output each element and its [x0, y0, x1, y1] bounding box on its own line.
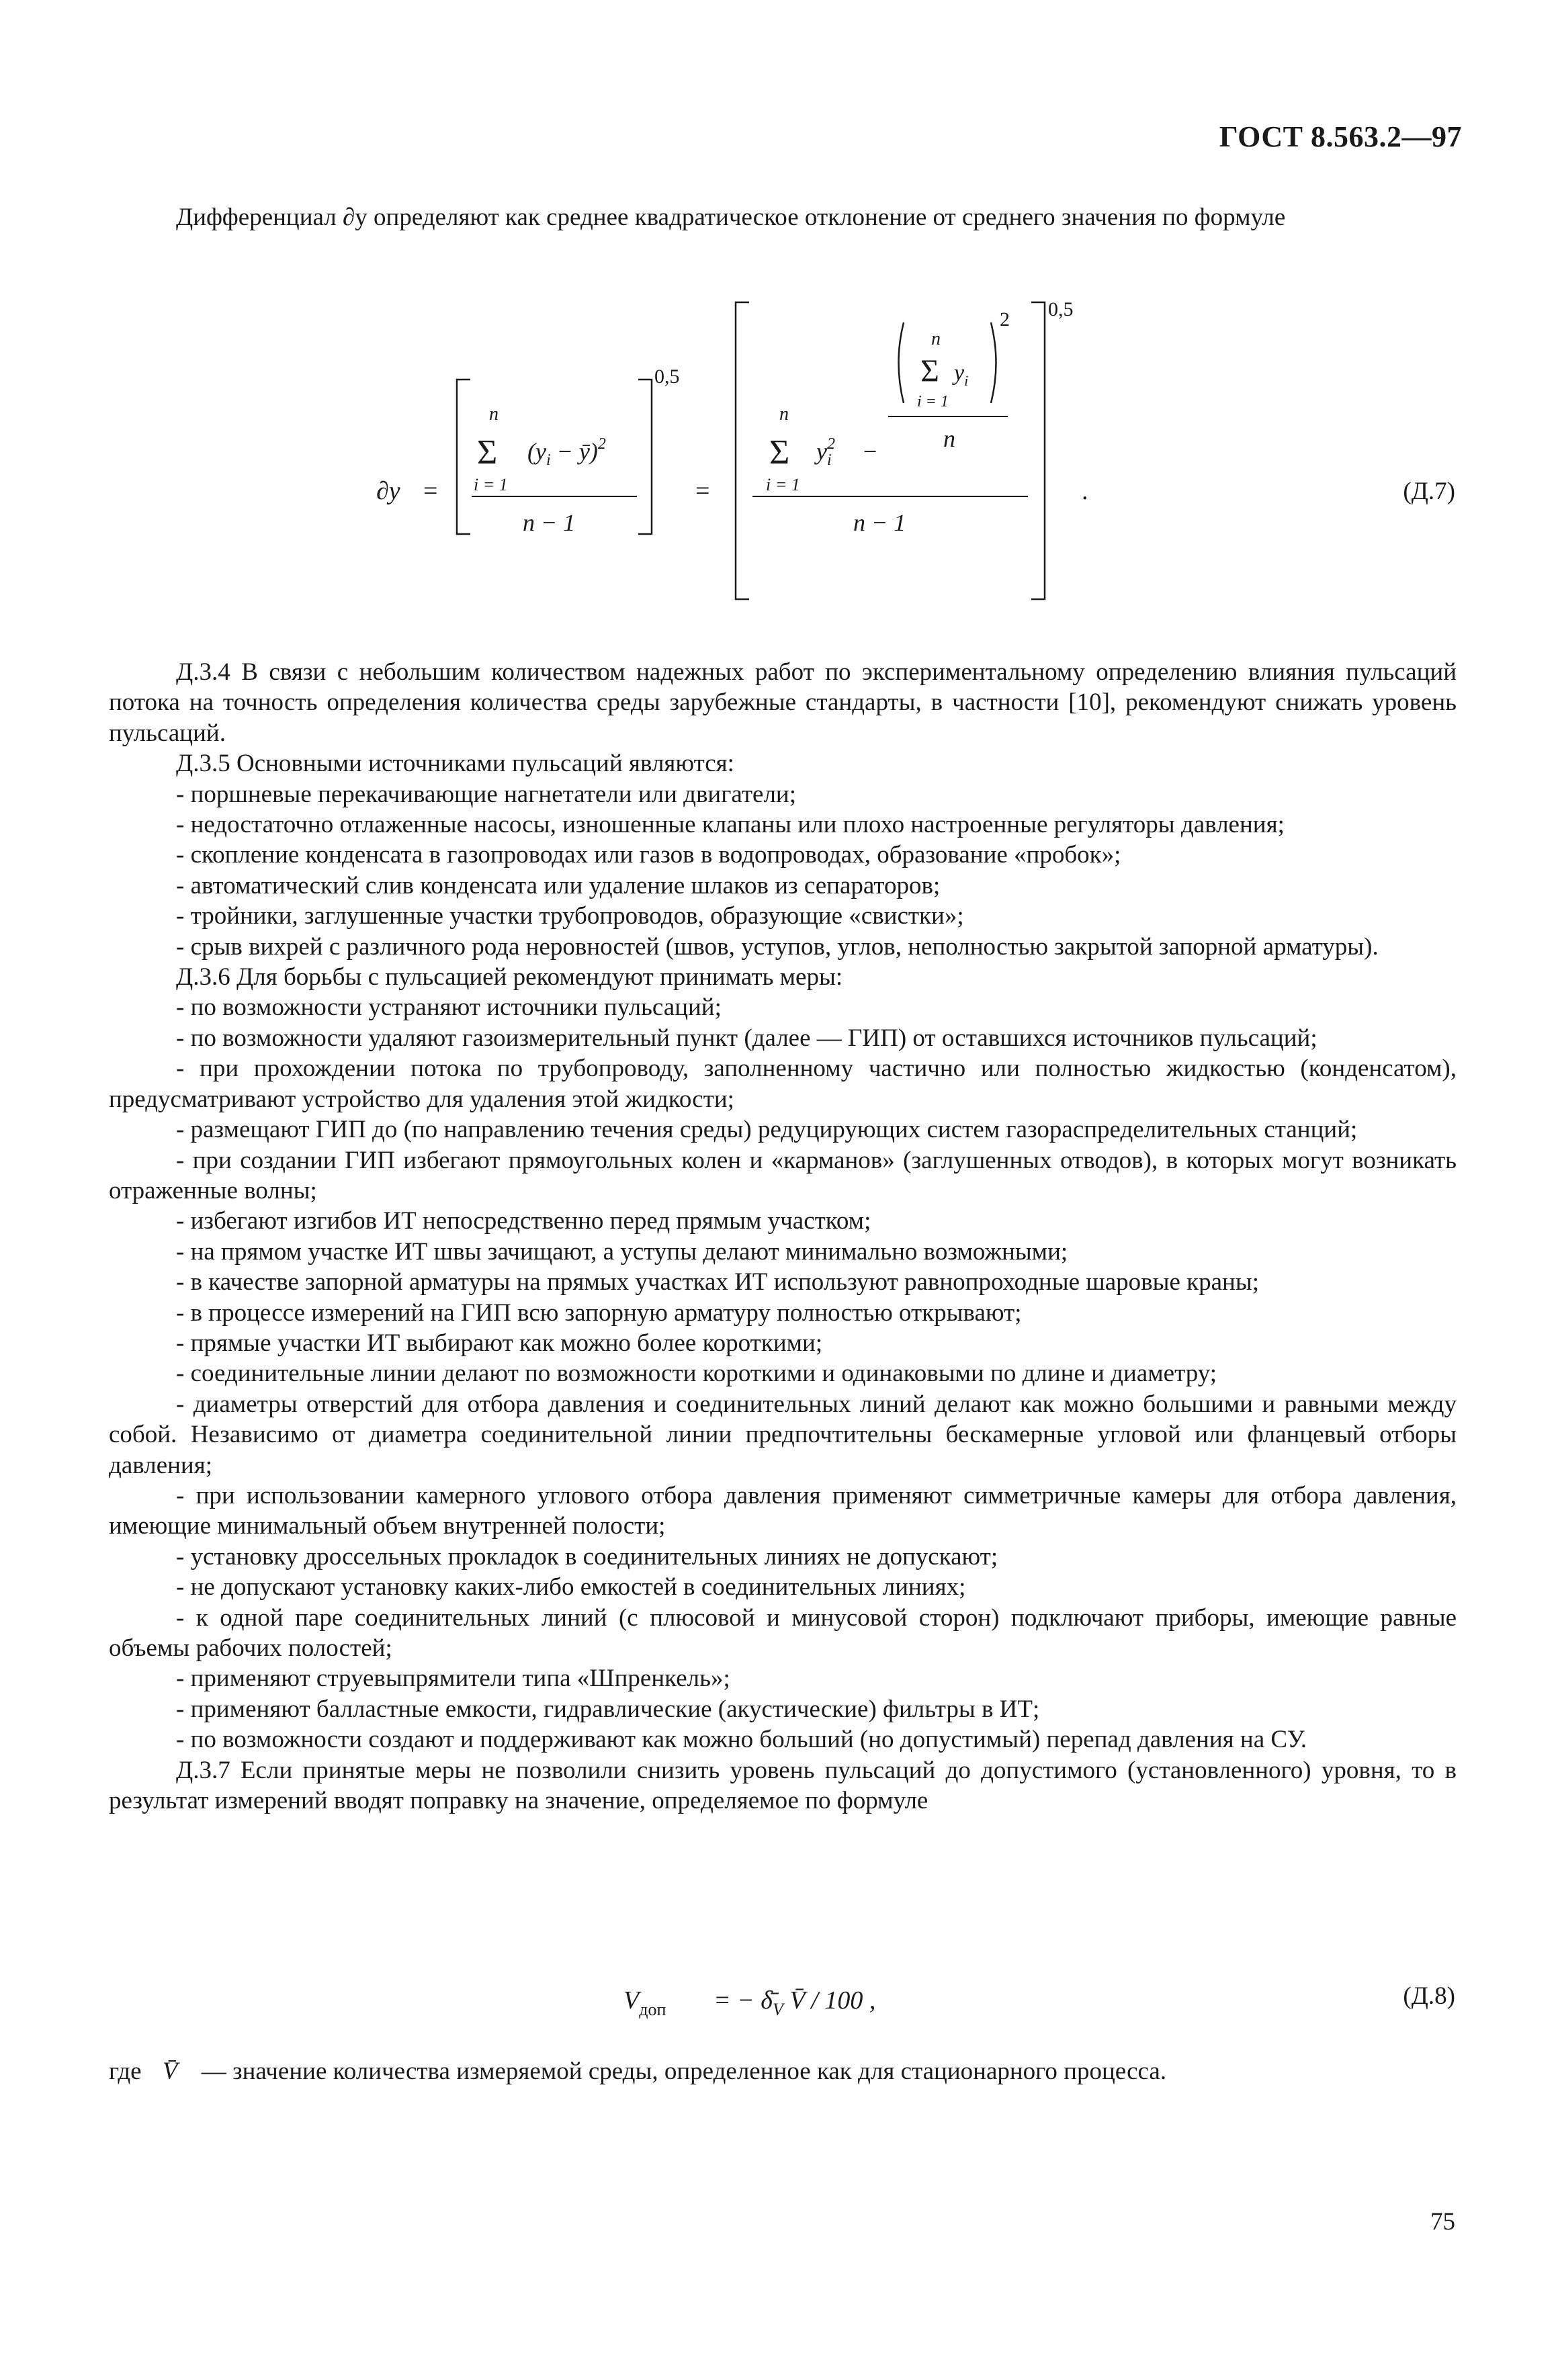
list-item: - по возможности создают и поддерживают как можно больший (но допустимый) перепад давления на СУ. — [176, 1726, 1307, 1754]
formula-d8-graphic — [0, 1975, 1556, 2029]
list-item: - не допускают установку каких-либо емкостей в соединительных линиях; — [176, 1573, 966, 1601]
section-paragraph: Д.3.7 Если принятые меры не позволили снизить уровень пульсаций до допустимого (установленного) уровня, то в результат измерений вводят поправку на значение, определяемое по формуле — [109, 1756, 1457, 1815]
list-item: - к одной паре соединительных линий (с плюсовой и минусовой сторон) подключают приборы, имеющие равные объемы рабочих полостей; — [109, 1603, 1457, 1662]
list-item: - размещают ГИП до (по направлению течения среды) редуцирующих систем газораспределительных станций; — [176, 1116, 1358, 1144]
section-paragraph: Д.3.4 В связи с небольшим количеством надежных работ по экспериментальному определению влияния пульсаций потока на точность определения количества среды зарубежные стандарты, в частности [10], рекомендуют снижать уровень пульсаций. — [109, 658, 1457, 747]
formula-d7-graphic — [0, 296, 1556, 611]
page-number: 75 — [1430, 2208, 1455, 2236]
paren-right — [991, 322, 996, 403]
list-item: - установку дроссельных прокладок в соединительных линиях не допускают; — [176, 1542, 998, 1571]
equation-number-d8: (Д.8) — [1403, 1982, 1455, 2010]
list-item: - в качестве запорной арматуры на прямых участках ИТ используют равнопроходные шаровые краны; — [176, 1268, 1259, 1296]
list-item: - при прохождении потока по трубопроводу, заполненному частично или полностью жидкостью (конденсатом), предусматривают устройство для удаления этой жидкости; — [109, 1055, 1457, 1113]
where-text: — значение количества измеряемой среды, определенное как для стационарного процесса. — [201, 2058, 1167, 2085]
where-prefix: где — [109, 2058, 142, 2085]
list-item: - соединительные линии делают по возможности короткими и одинаковыми по длине и диаметру; — [176, 1360, 1217, 1388]
list-item: - тройники, заглушенные участки трубопроводов, образующие «свистки»; — [176, 902, 964, 930]
term1: ($y_i$ − ȳ)$^2$ — [527, 435, 606, 469]
bracket-right-2 — [1031, 302, 1045, 599]
body-text — [109, 657, 1457, 1816]
formula-eq-1: = — [423, 477, 438, 505]
list-item: - поршневые перекачивающие нагнетатели или двигатели; — [176, 780, 797, 808]
formula-lhs: ∂y — [376, 477, 400, 505]
list-item: - в процессе измерений на ГИП всю запорную арматуру полностью открывают; — [176, 1298, 1022, 1327]
formula-d8-rhs: = − $\deltā_V$ V̄ / 100 , — [714, 1986, 876, 2019]
exponent-1: 0,5 — [654, 365, 680, 388]
list-item: - при использовании камерного углового отбора давления применяют симметричные камеры для отбора давления, имеющие минимальный объем внутренней полости; — [109, 1481, 1457, 1540]
upper-limit-2: n — [779, 404, 789, 425]
exponent-2: 0,5 — [1048, 298, 1074, 320]
paren-left — [899, 322, 904, 403]
list-item: - диаметры отверстий для отбора давления и соединительных линий делают как можно большими и равными между собой. Независимо от диаметра соединительной линии предпочтительны бескамерные угловой или фланцевый отборы давления; — [109, 1390, 1457, 1479]
list-item: - при создании ГИП избегают прямоугольных колен и «карманов» (заглушенных отводов), в которых могут возникать отраженные волны; — [109, 1146, 1457, 1204]
lower-limit-2: i = 1 — [766, 475, 800, 494]
equation-number-d7: (Д.7) — [1403, 478, 1455, 505]
list-item: - прямые участки ИТ выбирают как можно более короткими; — [176, 1329, 823, 1357]
inner-power: 2 — [1000, 308, 1010, 330]
lower-limit-3: i = 1 — [917, 393, 949, 410]
sum-symbol-1: Σ — [477, 433, 498, 472]
inner-denominator: n — [943, 425, 955, 452]
section-paragraph: Д.3.5 Основными источниками пульсаций являются: — [176, 750, 734, 778]
list-item: - применяют струевыпрямители типа «Шпренкель»; — [176, 1665, 730, 1693]
minus-sign: − — [863, 438, 877, 465]
list-item: - по возможности удаляют газоизмерительный пункт (далее — ГИП) от оставшихся источников пульсаций; — [176, 1024, 1317, 1052]
list-item: - избегают изгибов ИТ непосредственно перед прямым участком; — [176, 1207, 871, 1235]
upper-limit-1: n — [489, 404, 499, 425]
bracket-left-2 — [736, 302, 749, 599]
list-item: - недостаточно отлаженные насосы, изношенные клапаны или плохо настроенные регуляторы давления; — [176, 811, 1285, 839]
lower-limit-1: i = 1 — [474, 475, 508, 494]
list-item: - срыв вихрей с различного рода неровностей (швов, уступов, углов, неполностью закрытой запорной арматуры). — [176, 932, 1379, 961]
formula-d8-lhs: $V_{доп}$ — [623, 1986, 666, 2019]
sum-symbol-3: Σ — [920, 353, 939, 389]
list-item: - по возможности устраняют источники пульсаций; — [176, 994, 722, 1022]
list-item: - скопление конденсата в газопроводах или газов в водопроводах, образование «пробок»; — [176, 841, 1121, 869]
section-paragraph: Д.3.6 Для борьбы с пульсацией рекомендуют принимать меры: — [176, 963, 843, 991]
upper-limit-3: n — [931, 328, 941, 349]
list-item: - автоматический слив конденсата или удаление шлаков из сепараторов; — [176, 871, 941, 899]
lead-paragraph: Дифференциал ∂y определяют как среднее квадратическое отклонение от среднего значения по формуле — [176, 204, 1286, 231]
where-symbol: V̄ — [162, 2058, 178, 2085]
sum-symbol-2: Σ — [769, 433, 790, 472]
formula-d7 — [0, 296, 1556, 611]
formula-period: . — [1082, 477, 1088, 505]
where-clause — [109, 2056, 1166, 2088]
bracket-right-1 — [638, 380, 652, 534]
denominator-2: n − 1 — [853, 509, 906, 536]
list-item: - применяют балластные емкости, гидравлические (акустические) фильтры в ИТ; — [176, 1695, 1040, 1723]
inner-y: $y_i$ — [954, 361, 969, 389]
bracket-left-1 — [457, 380, 470, 534]
formula-d8 — [0, 1975, 1556, 2029]
denominator-1: n − 1 — [523, 509, 576, 536]
formula-eq-2: = — [695, 477, 710, 505]
standard-id: ГОСТ 8.563.2—97 — [1219, 120, 1462, 153]
term2: $y^2$ i — [816, 435, 835, 469]
list-item: - на прямом участке ИТ швы зачищают, а уступы делают минимально возможными; — [176, 1237, 1068, 1266]
